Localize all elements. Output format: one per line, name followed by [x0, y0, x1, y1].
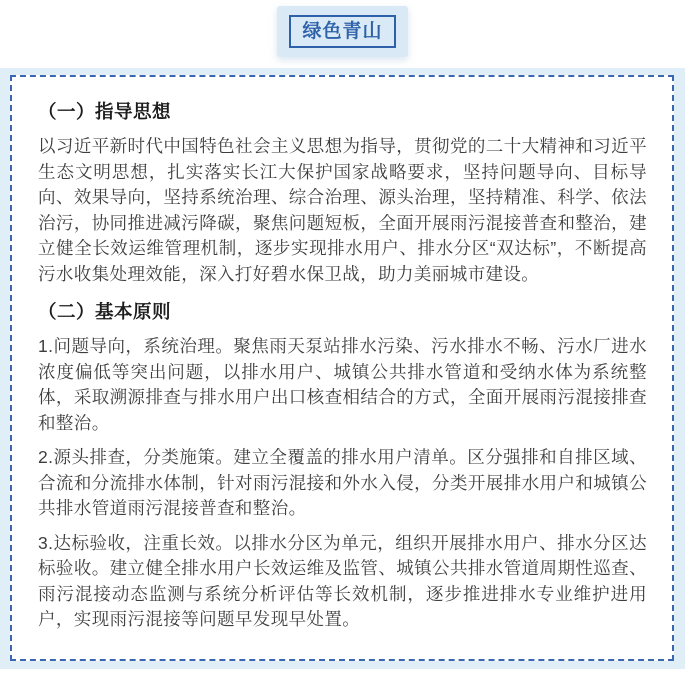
- section-2-paragraph-3: 3.达标验收，注重长效。以排水分区为单元，组织开展排水用户、排水分区达标验收。建立健全排水用户长效运维及监管、城镇公共排水管道周期性巡查、雨污混接动态监测与系统分析评估等长效机制，逐步推进排水专业维护进用户，实现雨污混接等问题早发现早处置。: [38, 532, 647, 629]
- title-badge-label: 绿色青山: [302, 21, 383, 42]
- section-2-paragraph-2: 2.源头排查，分类施策。建立全覆盖的排水用户清单。区分强排和自排区域、合流和分流排水体制，针对雨污混接和外水入侵，分类开展排水用户和城镇公共排水管道雨污混接普查和整治。: [38, 447, 647, 518]
- content-panel: [0, 68, 685, 669]
- section-1-paragraph: 以习近平新时代中国特色社会主义思想为指导，贯彻党的二十大精神和习近平生态文明思想，扎实落实长江大保护国家战略要求，坚持问题导向、目标导向、效果导向，坚持系统治理、综合治理、源头治理，坚持精准、科学、依法治污，协同推进减污降碳，聚焦问题短板，全面开展雨污混接普查和整治，建立健全长效运维管理机制，逐步实现排水用户、排水分区“双达标”，不断提高污水收集处理效能，深入打好碧水保卫战，助力美丽城市建设。: [38, 136, 647, 284]
- dashed-content-box: [10, 75, 674, 661]
- section-2-heading: （二）基本原则: [38, 301, 172, 322]
- title-badge-frame: [289, 15, 395, 48]
- page-header: [0, 0, 685, 68]
- title-badge: [277, 6, 407, 57]
- section-1-heading: （一）指导思想: [38, 101, 172, 122]
- section-2-paragraph-1: 1.问题导向，系统治理。聚焦雨天泵站排水污染、污水排水不畅、污水厂进水浓度偏低等突出问题，以排水用户、城镇公共排水管道和受纳水体为系统整体，采取溯源排查与排水用户出口核查相结合的方式，全面开展雨污混接排查和整治。: [38, 336, 647, 433]
